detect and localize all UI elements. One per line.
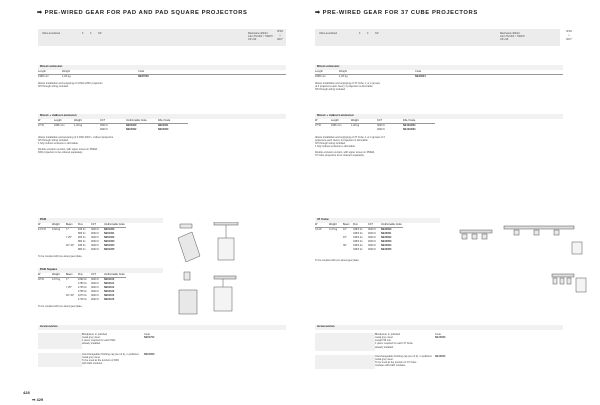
section-title: PAD: [40, 217, 47, 221]
cell: [38, 128, 54, 132]
cell-code: NE01803: [144, 353, 155, 356]
spec-line: Max/mains 400/24: [248, 32, 268, 35]
finishing-cap-image: [315, 355, 375, 369]
col-header: Code: [144, 333, 150, 336]
table-row: 1765 lm 4000 K NE01103: [78, 290, 115, 294]
finish-label: Ultra anodized: [319, 31, 338, 35]
arrow-icon: ➡: [37, 10, 45, 16]
table-row: 18 W 0,67 kg 3 ° 1690 lm 3000 K NE01100: [38, 278, 115, 282]
table-row: 14,5 W 0,62 kg 3 ° 815 lm 3000 K NE01000: [38, 228, 115, 232]
col-header: Weight: [339, 70, 348, 73]
table-row: 7,25° 1735 lm 3000 K NE01102: [66, 286, 115, 290]
desc-line: Allows installation and supplying of 4 PAD 230V projectors: [38, 81, 103, 85]
accessory-desc: Interchangeable finishing cap (set of 2), in polished metal grey steel. To be used at the junction of PAD with LED modules.: [82, 353, 139, 366]
table-row: 1715 lm 4000 K NE01105: [78, 297, 115, 301]
rating-icons: [557, 30, 581, 41]
cell-code: NE04001: [158, 124, 169, 128]
col-header: CCT: [91, 273, 104, 277]
accessories-section: [38, 325, 286, 367]
table-row: 345/3 lm 4000 K NE20001: [353, 232, 392, 236]
direct-indirect-section: [315, 114, 563, 157]
finish-strip: [315, 29, 560, 46]
table-row: 27 W 1996 mm 1,20 kg 3000 K NE10AR01: [315, 124, 416, 128]
col-header: Undimmable Code: [104, 273, 125, 277]
side-view-drawing: [214, 287, 232, 311]
col-header: Code: [415, 70, 422, 73]
col-header: Length: [331, 119, 351, 123]
col-header: Undimmable Code: [104, 223, 125, 227]
col-header: Code: [435, 333, 441, 336]
direct-indirect-section: [38, 114, 286, 154]
side-view-drawing: [218, 238, 234, 260]
spec-table: [315, 119, 435, 132]
page-title: ➡ PRE-WIRED GEAR FOR PAD AND PAD SQUARE PROJECTORS: [37, 10, 248, 16]
blindpanel-image: [315, 333, 375, 351]
cube-drawing: [534, 230, 539, 235]
col-header: Flux: [353, 223, 368, 227]
cell: [74, 128, 100, 132]
table-row: 865 lm 4000 K NE01001: [78, 232, 115, 236]
temperature-icon: 400°: [565, 36, 573, 41]
cell: 1996 mm: [315, 74, 326, 78]
spec-table: [38, 119, 188, 132]
finish-label: Ultra anodized: [42, 31, 61, 35]
col-header: CCT: [368, 223, 381, 227]
symbol-np: NP: [98, 32, 102, 35]
accessory-desc: Blindpanel, in polished metal grey steel. 1 piece required for each PAD already installed.: [82, 333, 116, 346]
cell: 3000 K: [100, 124, 108, 128]
cube-drawing: [462, 234, 467, 239]
blindpanel-image: [38, 333, 82, 349]
ip-rating-icon: IP40: [276, 29, 284, 33]
cube-table: [315, 223, 403, 251]
accessory-desc: Interchangeable finishing cap (set of 2), in polished metal grey steel. To be used at the junction of 37 Cube modules with LED modules.: [375, 355, 432, 368]
desc-line: projectors each. Every 3 projectors is dimmable.: [315, 138, 369, 142]
cell: 1,20 kg: [62, 74, 71, 78]
pad-table: [38, 223, 126, 251]
spec-lines: [500, 32, 560, 41]
projector-drawing: [178, 232, 200, 262]
cell-code: NE10001: [415, 74, 426, 78]
section-title: Direct + indirect emission: [40, 113, 77, 117]
product-drawing-right: [452, 218, 592, 308]
finish-strip: [38, 29, 286, 46]
col-header: Beam: [66, 223, 78, 227]
section-title: 37 Cube: [317, 217, 329, 221]
col-header: DALI Code: [403, 119, 435, 123]
cube-drawing: [554, 230, 559, 235]
table-row: [38, 128, 188, 132]
spec-line: Max/mains 400/24: [500, 32, 520, 35]
temperature-icon: 400°: [276, 36, 284, 41]
col-header: Beam: [66, 273, 78, 277]
desc-line: of 3 projectors each. Every 3 projectors is dimmable.: [315, 85, 374, 89]
projector-drawing: [179, 290, 197, 314]
cube-drawing: [482, 234, 487, 239]
cell-code: NE01702: [144, 336, 155, 340]
col-header: Beam: [343, 223, 353, 227]
cell-code: NE04000: [126, 124, 137, 128]
cell: 27 W: [38, 124, 44, 128]
table-row: 36° 345/3 lm 3000 K NE20004: [343, 243, 392, 247]
table-row: 345/3 lm 4000 K NE20005: [353, 247, 392, 251]
note: To be coupled with pre-wired gear plate.: [38, 305, 83, 309]
ground-icon: ⏚: [567, 32, 571, 37]
desc-line: Double emission version, with upper screen in PMMA.: [315, 151, 375, 155]
direct-emission-section: [315, 65, 563, 91]
col-header: Weight: [329, 223, 343, 227]
symbol-np: NP: [375, 32, 379, 35]
col-header: W: [38, 223, 52, 227]
ground-icon: ⏚: [278, 32, 282, 37]
side-view-drawing: [576, 278, 586, 292]
side-view-drawing: [572, 242, 582, 254]
col-header: CCT: [91, 223, 104, 227]
table-row: 880 lm 4000 K NE01005: [78, 247, 115, 251]
cube-drawing: [560, 278, 564, 284]
col-header: Length: [38, 70, 46, 73]
table-row: 4000 K NE10AR01: [377, 128, 416, 132]
cell-code: NE04002: [126, 128, 137, 132]
page-title: ➡ PRE-WIRED GEAR FOR 37 CUBE PROJECTORS: [315, 10, 478, 16]
table-row: 7,25° 825 lm 3000 K NE01002: [66, 236, 115, 240]
cell: 1996 mm: [38, 74, 49, 78]
spec-line: CR +90: [500, 38, 509, 41]
table-row: 3,6 W 0,47 kg 10° 345/3 lm 3000 K NE20000: [315, 228, 392, 232]
desc-line: NH through wiring included.: [38, 138, 69, 142]
ip-rating-icon: IP20: [565, 29, 573, 33]
table-row: 16° 345/3 lm 3000 K NE20002: [343, 236, 392, 240]
pad-square-section: [38, 268, 163, 308]
col-header: Length: [315, 70, 323, 73]
description: [315, 136, 563, 158]
col-header: W: [315, 119, 331, 123]
section-title: Direct emission: [40, 64, 63, 68]
col-header: Weight: [52, 273, 66, 277]
symbol-f: F: [367, 32, 369, 35]
cell: [54, 128, 74, 132]
description: [38, 136, 286, 155]
cube-drawing: [472, 234, 477, 239]
col-header: W: [38, 119, 54, 123]
desc-line: NH through wiring included.: [315, 88, 346, 92]
col-header: DALI Code: [158, 119, 188, 123]
description: [315, 82, 563, 91]
desc-line: 37 Cube projectors to be ordered separately.: [315, 154, 365, 158]
symbol-sigma: Σ: [82, 32, 84, 35]
cell: 4000 K: [100, 128, 108, 132]
mount-icon: [180, 224, 192, 228]
col-header: Code: [138, 70, 145, 73]
cube-drawing: [553, 278, 557, 284]
col-header: Flux: [78, 273, 91, 277]
direct-emission-section: [38, 65, 286, 88]
track-drawing: [460, 230, 492, 233]
arrow-icon: ➡: [32, 397, 37, 402]
note: To be coupled with pre-wired gear plate.: [315, 259, 360, 263]
col-header: W: [315, 223, 329, 227]
cell-code: NE10003: [435, 336, 446, 340]
section-title: PAD Square: [40, 267, 58, 271]
col-header: Undimmable Code: [381, 223, 402, 227]
track-drawing: [552, 274, 574, 277]
col-header: CCT: [377, 119, 403, 123]
col-header: Weight: [52, 223, 66, 227]
section-title: Accessories: [40, 324, 58, 328]
accessories-section: [315, 325, 563, 369]
cell: 1,20 kg: [74, 124, 83, 128]
section-title: Direct emission: [317, 64, 340, 68]
table-row: 345/3 lm 4000 K NE20003: [353, 240, 392, 244]
col-header: W: [38, 273, 52, 277]
cell-code: NE10004: [435, 355, 446, 358]
col-header: CCT: [100, 119, 126, 123]
table-row: 40°-30° 1670 lm 3000 K NE01104: [66, 293, 115, 297]
description: [38, 82, 286, 88]
spec-line: Life LTS/13/0 > 7000/H: [500, 35, 525, 38]
rating-icons: [268, 30, 292, 41]
page-number: ➡ 429: [32, 397, 44, 402]
accessory-desc: Blindpanel, in polished metal grey steel. Length 59 mm. 1 piece required for each 37 Cube already installed.: [375, 333, 413, 349]
desc-line: NH through wiring included.: [315, 141, 346, 145]
col-header: Length: [54, 119, 74, 123]
desc-line: Double emission version, with upper screen in PMMA.: [38, 148, 98, 152]
finishing-cap-image: [38, 353, 82, 367]
cell-code: NE07000: [138, 74, 149, 78]
spec-line: Life LTS/13/0 > 7000/H: [248, 35, 273, 38]
desc-line: NH through wiring included.: [38, 85, 69, 89]
desc-line: Allows installation and supplying of 37 Cube, 1 or 2 groups: [315, 81, 380, 85]
mount-icon: [184, 272, 190, 280]
cell: 1996 mm: [54, 124, 65, 128]
col-header: Weight: [74, 119, 100, 123]
desc-line: 1 fully indirect emission is dimmable.: [315, 145, 356, 149]
cube-drawing: [514, 230, 519, 235]
symbol-sigma: Σ: [359, 32, 361, 35]
note: To be coupled with pre-wired gear plate.: [38, 255, 83, 259]
col-header: Weight: [351, 119, 377, 123]
table-row: 1780 lm 4000 K NE01101: [78, 282, 115, 286]
table-row: 40°-30° 845 lm 3000 K NE01004: [66, 243, 115, 247]
spec-line: CR +90: [248, 38, 257, 41]
page-number: 428: [23, 390, 30, 395]
cell: 1,20 kg: [339, 74, 348, 78]
section-title: Accessories: [317, 324, 335, 328]
cube-section: [315, 218, 440, 262]
cube-drawing: [567, 278, 571, 284]
symbol-f: F: [90, 32, 92, 35]
cell-code: NE04003: [158, 128, 169, 132]
col-header: Flux: [78, 223, 91, 227]
section-title: Direct + indirect emission: [317, 113, 354, 117]
desc-line: Allows installation and powering of 4 PAD 230V + indirect projectors.: [38, 135, 114, 139]
desc-line: PAD projectors to be ordered separately.: [38, 151, 83, 155]
pad-section: [38, 218, 163, 258]
col-header: Weight: [62, 70, 71, 73]
desc-line: 1 fully indirect emission is dimmable.: [38, 141, 79, 145]
pad-square-table: [38, 273, 126, 301]
desc-line: Allows installation and supplying of 37 Cube, 1 or 2 groups of 3: [315, 135, 385, 139]
table-row: 860 lm 4000 K NE01003: [78, 240, 115, 244]
col-header: Undimmable Code: [126, 119, 158, 123]
arrow-icon: ➡: [315, 10, 323, 16]
